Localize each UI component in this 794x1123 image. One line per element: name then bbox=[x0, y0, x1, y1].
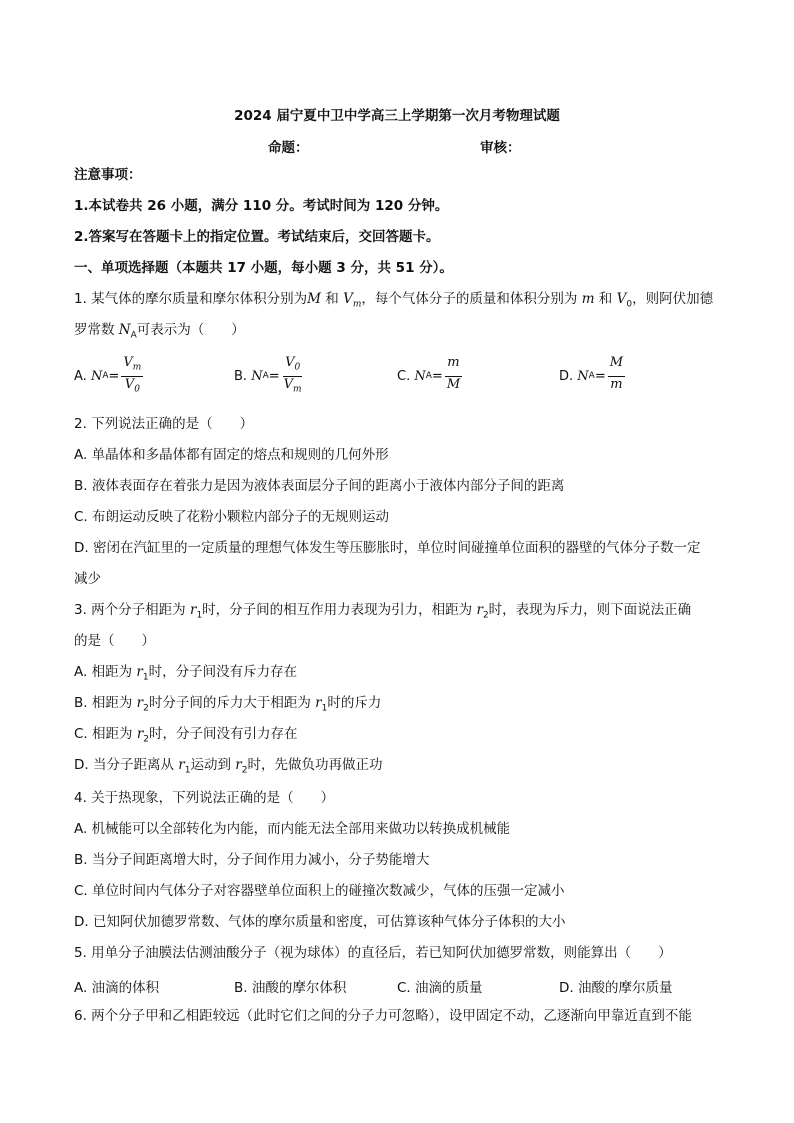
q2-option-b: B. 液体表面存在着张力是因为液体表面层分子间的距离小于液体内部分子间的距离 bbox=[74, 478, 565, 494]
q3-stem-line2: 的是（ ） bbox=[74, 633, 155, 649]
q2-option-d-line1: D. 密闭在汽缸里的一定质量的理想气体发生等压膨胀时，单位时间碰撞单位面积的器壁的气体分子数一定 bbox=[74, 540, 701, 556]
notice-item-1: 1.本试卷共 26 小题，满分 110 分。考试时间为 120 分钟。 bbox=[74, 198, 449, 214]
q3-option-c: C. 相距为 $r_2$时，分子间没有引力存在 bbox=[74, 726, 298, 745]
q1-option-c-fraction: $\frac{m}{M}$ bbox=[446, 354, 461, 392]
q1-stem-line2: 罗常数 $N_A$可表示为（ ） bbox=[74, 322, 245, 341]
q4-option-d: D. 已知阿伏加德罗常数、气体的摩尔质量和密度，可估算该种气体分子体积的大小 bbox=[74, 914, 566, 930]
q3-option-b: B. 相距为 $r_2$时分子间的斥力大于相距为 $r_1$时的斥力 bbox=[74, 695, 382, 714]
q4-option-c: C. 单位时间内气体分子对容器壁单位面积上的碰撞次数减少，气体的压强一定减小 bbox=[74, 883, 565, 899]
notice-heading: 注意事项： bbox=[74, 167, 142, 183]
q3-option-d: D. 当分子距离从 $r_1$运动到 $r_2$时，先做负功再做正功 bbox=[74, 757, 383, 776]
q2-option-d-line2: 减少 bbox=[74, 571, 101, 587]
q5-option-c: C. 油滴的质量 bbox=[397, 980, 483, 996]
q4-option-b: B. 当分子间距离增大时，分子间作用力减小，分子势能增大 bbox=[74, 852, 430, 868]
q1-option-d-fraction: $\frac{M}{m}$ bbox=[609, 354, 624, 392]
section-heading: 一、单项选择题（本题共 17 小题，每小题 3 分，共 51 分）。 bbox=[74, 260, 453, 276]
q3-option-a: A. 相距为 $r_1$时，分子间没有斥力存在 bbox=[74, 664, 298, 683]
q4-option-a: A. 机械能可以全部转化为内能，而内能无法全部用来做功以转换成机械能 bbox=[74, 821, 511, 837]
q1-option-b: B. N A = $\frac{V_0}{V_m}$ bbox=[234, 356, 304, 396]
q5-option-d: D. 油酸的摩尔质量 bbox=[559, 980, 673, 996]
q6-stem: 6. 两个分子甲和乙相距较远（此时它们之间的分子力可忽略），设甲固定不动，乙逐渐向甲靠近直到不能 bbox=[74, 1008, 692, 1024]
q5-option-a: A. 油滴的体积 bbox=[74, 980, 160, 996]
q2-option-a: A. 单晶体和多晶体都有固定的熔点和规则的几何外形 bbox=[74, 447, 389, 463]
author-label: 命题： bbox=[268, 140, 309, 156]
q2-stem: 2. 下列说法正确的是（ ） bbox=[74, 416, 254, 432]
q1-option-d: D. N A = $\frac{M}{m}$ bbox=[559, 356, 625, 396]
q5-stem: 5. 用单分子油膜法估测油酸分子（视为球体）的直径后，若已知阿伏加德罗常数，则能算出（ ） bbox=[74, 945, 672, 961]
q3-stem-line1: 3. 两个分子相距为 $r_1$时，分子间的相互作用力表现为引力，相距为 $r_2$时，表现为斥力，则下面说法正确 bbox=[74, 602, 692, 621]
q2-option-c: C. 布朗运动反映了花粉小颗粒内部分子的无规则运动 bbox=[74, 509, 390, 525]
q5-option-b: B. 油酸的摩尔体积 bbox=[234, 980, 347, 996]
notice-item-2: 2.答案写在答题卡上的指定位置。考试结束后，交回答题卡。 bbox=[74, 229, 440, 245]
q1-option-b-fraction: $\frac{V_0}{V_m}$ bbox=[283, 354, 302, 395]
q4-stem: 4. 关于热现象，下列说法正确的是（ ） bbox=[74, 790, 335, 806]
exam-title: 2024 届宁夏中卫中学高三上学期第一次月考物理试题 bbox=[234, 108, 560, 124]
q1-option-a-fraction: $\frac{V_m}{V_0}$ bbox=[123, 354, 142, 395]
q1-option-a: A. N A = $\frac{V_m}{V_0}$ bbox=[74, 356, 143, 396]
q1-option-c: C. N A = $\frac{m}{M}$ bbox=[397, 356, 462, 396]
reviewer-label: 审核： bbox=[480, 140, 521, 156]
q1-stem-line1: 1. 某气体的摩尔质量和摩尔体积分别为M 和 $V_m$，每个气体分子的质量和体积分别为 m 和 $V_0$，则阿伏加德 bbox=[74, 291, 714, 310]
